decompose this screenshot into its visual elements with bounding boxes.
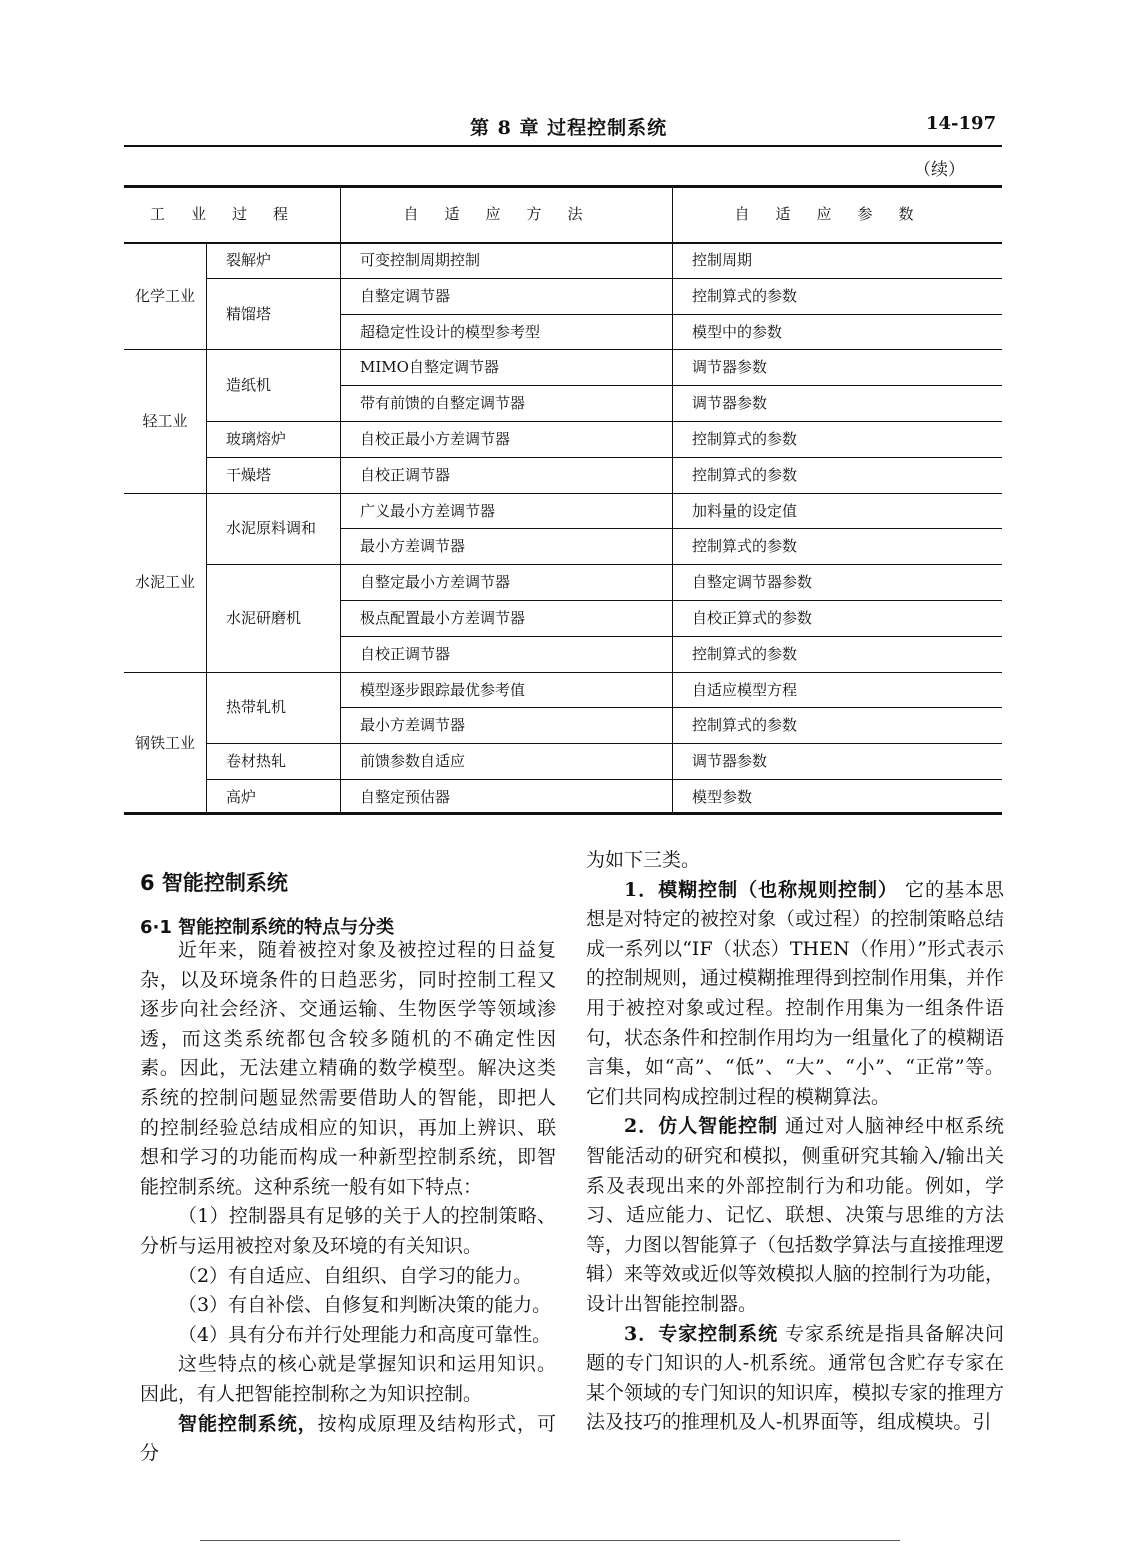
parameter-cell: 控制算式的参数 bbox=[692, 716, 798, 735]
parameter-cell: 自校正算式的参数 bbox=[692, 608, 813, 627]
industry-cell: 轻工业 bbox=[142, 412, 188, 430]
parameter-cell: 控制算式的参数 bbox=[692, 286, 798, 305]
header-industrial-process: 工业过程 bbox=[149, 204, 314, 223]
row-rule bbox=[340, 600, 1002, 601]
method-cell: 前馈参数自适应 bbox=[360, 752, 466, 771]
process-rule bbox=[206, 278, 1002, 279]
method-cell: 自整定预估器 bbox=[360, 787, 451, 806]
process-cell: 造纸机 bbox=[226, 376, 272, 395]
group-rule bbox=[124, 349, 1002, 350]
subsection-title: 6·1 智能控制系统的特点与分类 bbox=[140, 917, 395, 938]
feature-item-1: （1）控制器具有足够的关于人的控制策略、分析与运用被控对象及环境的有关知识。 bbox=[140, 1205, 556, 1257]
row-rule bbox=[340, 707, 1002, 708]
parameter-cell: 加料量的设定值 bbox=[692, 501, 798, 520]
parameter-cell: 模型中的参数 bbox=[692, 322, 783, 341]
classification-paragraph bbox=[140, 1410, 556, 1469]
expert-system-lead: 3．专家控制系统 bbox=[624, 1322, 779, 1345]
parameter-cell: 控制算式的参数 bbox=[692, 537, 798, 556]
expert-system-paragraph bbox=[586, 1320, 1004, 1438]
fuzzy-control-paragraph bbox=[586, 876, 1004, 1113]
column-divider-parameter bbox=[672, 185, 673, 815]
industry-cell: 水泥工业 bbox=[134, 573, 195, 592]
row-rule bbox=[340, 314, 1002, 315]
industry-divider bbox=[206, 242, 207, 349]
process-rule bbox=[206, 421, 1002, 422]
core-paragraph: 这些特点的核心就是掌握知识和运用知识。因此，有人把智能控制称之为知识控制。 bbox=[140, 1353, 556, 1405]
classification-lead: 智能控制系统， bbox=[178, 1412, 318, 1435]
feature-item-3: （3）有自补偿、自修复和判断决策的能力。 bbox=[178, 1294, 552, 1317]
group-rule bbox=[124, 493, 1002, 494]
header-rule bbox=[124, 145, 1002, 147]
table-top-rule bbox=[124, 185, 1002, 188]
row-rule bbox=[340, 636, 1002, 637]
method-cell: 自整定最小方差调节器 bbox=[360, 573, 511, 592]
parameter-cell: 控制算式的参数 bbox=[692, 465, 798, 484]
fuzzy-control-lead: 1．模糊控制（也称规则控制） bbox=[624, 878, 899, 901]
continued-label: （续） bbox=[914, 160, 965, 180]
process-cell: 裂解炉 bbox=[226, 250, 272, 269]
industry-divider bbox=[206, 493, 207, 672]
process-rule bbox=[206, 779, 1002, 780]
process-cell: 干燥塔 bbox=[226, 465, 272, 484]
process-rule bbox=[206, 457, 1002, 458]
parameter-cell: 调节器参数 bbox=[692, 394, 768, 413]
right-column bbox=[586, 846, 1004, 1438]
process-rule bbox=[206, 564, 1002, 565]
intro-paragraph: 近年来，随着被控对象及被控过程的日益复杂，以及环境条件的日趋恶劣，同时控制工程又逐步向社会经济、交通运输、生物医学等领域渗透，而这类系统都包含较多随机的不确定性因素。因此，无法建立精确的数学模型。解决这类系统的控制问题显然需要借助人的智能，即把人的控制经验总结成相应的知识，再加上辨识、联想和学习的功能而构成一种新型控制系统，即智能控制系统。这种系统一般有如下特点： bbox=[140, 939, 556, 1198]
industry-cell: 化学工业 bbox=[134, 286, 195, 305]
process-cell: 高炉 bbox=[226, 787, 257, 806]
parameter-cell: 控制算式的参数 bbox=[692, 429, 798, 448]
process-cell: 热带轧机 bbox=[226, 698, 287, 717]
parameter-cell: 调节器参数 bbox=[692, 752, 768, 771]
table-bottom-rule bbox=[124, 812, 1002, 815]
method-cell: 自校正调节器 bbox=[360, 644, 451, 663]
process-cell: 水泥原料调和 bbox=[226, 519, 317, 538]
method-cell: MIMO自整定调节器 bbox=[360, 358, 499, 377]
footer-rule bbox=[200, 1540, 900, 1541]
method-cell: 极点配置最小方差调节器 bbox=[360, 608, 526, 627]
method-cell: 带有前馈的自整定调节器 bbox=[360, 394, 526, 413]
method-cell: 最小方差调节器 bbox=[360, 537, 466, 556]
process-cell: 玻璃熔炉 bbox=[226, 429, 287, 448]
method-cell: 超稳定性设计的模型参考型 bbox=[360, 322, 541, 341]
method-cell: 自整定调节器 bbox=[360, 286, 451, 305]
feature-item-4: （4）具有分布并行处理能力和高度可靠性。 bbox=[178, 1323, 552, 1346]
parameter-cell: 自整定调节器参数 bbox=[692, 573, 813, 592]
process-rule bbox=[206, 743, 1002, 744]
method-cell: 自校正最小方差调节器 bbox=[360, 429, 511, 448]
method-cell: 模型逐步跟踪最优参考值 bbox=[360, 680, 526, 699]
process-cell: 卷材热轧 bbox=[226, 752, 287, 771]
page-number: 14-197 bbox=[926, 113, 997, 134]
chapter-header: 第 8 章 过程控制系统 bbox=[470, 117, 668, 139]
left-column bbox=[140, 936, 556, 1469]
column-divider-method bbox=[340, 185, 341, 815]
adaptive-methods-table bbox=[124, 185, 1002, 813]
classification-continued: 为如下三类。 bbox=[586, 849, 701, 871]
table-header-rule bbox=[124, 242, 1002, 244]
classification-text: 按构成原理及结构形式，可分 bbox=[140, 1412, 556, 1465]
parameter-cell: 自适应模型方程 bbox=[692, 680, 798, 699]
row-rule bbox=[340, 385, 1002, 386]
row-rule bbox=[340, 528, 1002, 529]
process-cell: 水泥研磨机 bbox=[226, 608, 302, 627]
humanlike-control-lead: 2．仿人智能控制 bbox=[624, 1115, 779, 1138]
parameter-cell: 控制算式的参数 bbox=[692, 644, 798, 663]
section-title: 6 智能控制系统 bbox=[140, 871, 288, 895]
method-cell: 广义最小方差调节器 bbox=[360, 501, 496, 520]
header-adaptive-method: 自适应方法 bbox=[403, 204, 609, 223]
parameter-cell: 控制周期 bbox=[692, 250, 753, 269]
parameter-cell: 模型参数 bbox=[692, 787, 753, 806]
process-cell: 精馏塔 bbox=[226, 304, 272, 323]
feature-item-2: （2）有自适应、自组织、自学习的能力。 bbox=[178, 1264, 533, 1287]
humanlike-control-paragraph bbox=[586, 1112, 1004, 1319]
method-cell: 可变控制周期控制 bbox=[360, 250, 481, 269]
expert-system-text: 专家系统是指具备解决问题的专门知识的人-机系统。通常包含贮存专家在某个领域的专门知识的知识库，模拟专家的推理方法及技巧的推理机及人-机界面等，组成模块。引 bbox=[586, 1322, 1005, 1434]
header-adaptive-parameter: 自适应参数 bbox=[734, 204, 940, 223]
method-cell: 最小方差调节器 bbox=[360, 716, 466, 735]
industry-cell: 钢铁工业 bbox=[134, 734, 195, 753]
fuzzy-control-text: 它的基本思想是对特定的被控对象（或过程）的控制策略总结成一系列以“IF（状态）THEN（作用）”形式表示的控制规则，通过模糊推理得到控制作用集，并作用于被控对象或过程。控制作用集为一组条件语句，状态条件和控制作用均为一组量化了的模糊语言集，如“高”、“低”、“大”、“小”、“正常”等。它们共同构成控制过程的模糊算法。 bbox=[586, 878, 1005, 1108]
group-rule bbox=[124, 672, 1002, 673]
parameter-cell: 调节器参数 bbox=[692, 358, 768, 377]
method-cell: 自校正调节器 bbox=[360, 465, 451, 484]
humanlike-control-text: 通过对人脑神经中枢系统智能活动的研究和模拟，侧重研究其输入/输出关系及表现出来的外部控制行为和功能。例如，学习、适应能力、记忆、联想、决策与思维的方法等，力图以智能算子（包括数学算法与直接推理逻辑）来等效或近似等效模拟人脑的控制行为功能，设计出智能控制器。 bbox=[586, 1115, 1005, 1315]
